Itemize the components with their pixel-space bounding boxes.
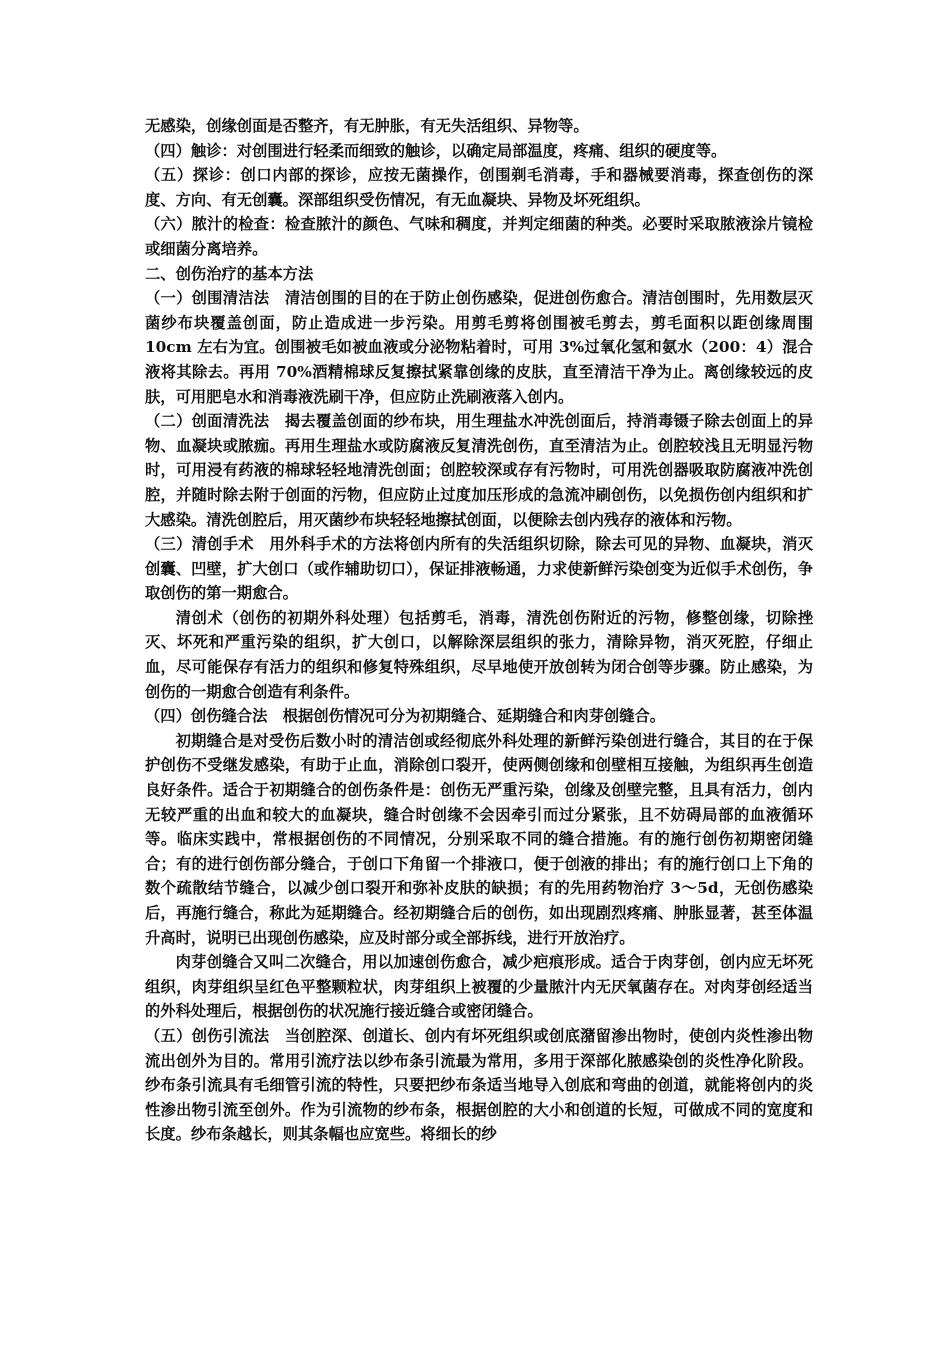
paragraph-debridement-detail: 清创术（创伤的初期外科处理）包括剪毛，消毒，清洗创伤附近的污物，修整创缘，切除挫灭、坏死和严重污染的组织，扩大创口，以解除深层组织的张力，清除异物，消灭死腔，仔细止血，尽可能保存有活力的组织和修复特殊组织，尽早地使开放创转为闭合创等步骤。防止感染，为创伤的一期愈合创造有利条件。 [145,608,813,701]
paragraph-granulation-suture: 肉芽创缝合又叫二次缝合，用以加速创伤愈合，减少疤痕形成。适合于肉芽创，创内应无坏死组织，肉芽组织呈红色平整颗粒状，肉芽组织上被覆的少量脓汁内无厌氧菌存在。对肉芽创经适当的外科处理后，根据创伤的状况施行接近缝合或密闭缝合。 [145,953,813,1021]
paragraph-wound-suture: （四）创伤缝合法 根据创伤情况可分为初期缝合、延期缝合和肉芽创缝合。 [145,707,666,726]
paragraph-wound-surface-washing: （二）创面清洗法 揭去覆盖创面的纱布块，用生理盐水冲洗创面后，持消毒镊子除去创面上的异物、血凝块或脓痂。再用生理盐水或防腐液反复清洗创伤，直至清洁为止。创腔较浅且无明显污物时，可用浸有药液的棉球轻轻地清洗创面；创腔较深或存有污物时，可用洗创器吸取防腐液冲洗创腔，并随时除去附于创面的污物，但应防止过度加压形成的急流冲刷创伤，以免损伤创内组织和扩大感染。清洗创腔后，用灭菌纱布块轻轻地擦拭创面，以便除去创内残存的液体和污物。 [145,412,813,529]
paragraph-probing: （五）探诊：创口内部的探诊，应按无菌操作，创围剃毛消毒，手和器械要消毒，探查创伤的深度、方向、有无创囊。深部组织受伤情况，有无血凝块、异物及坏死组织。 [145,166,813,209]
paragraph-palpation: （四）触诊：对创围进行轻柔而细致的触诊，以确定局部温度，疼痛、组织的硬度等。 [145,141,727,160]
section-heading: 二、创伤治疗的基本方法 [145,264,314,283]
paragraph-primary-suture: 初期缝合是对受伤后数小时的清洁创或经彻底外科处理的新鲜污染创进行缝合，其目的在于保护创伤不受继发感染，有助于止血，消除创口裂开，使两侧创缘和创壁相互接触，为组织再生创造良好条件。适合于初期缝合的创伤条件是：创伤无严重污染，创缘及创壁完整，且具有活力，创内无较严重的出血和较大的血凝块，缝合时创缘不会因牵引而过分紧张，且不妨碍局部的血液循环等。临床实践中，常根据创伤的不同情况，分别采取不同的缝合措施。有的施行创伤初期密闭缝合；有的进行创伤部分缝合，于创口下角留一个排液口，便于创液的排出；有的施行创口上下角的数个疏散结节缝合，以减少创口裂开和弥补皮肤的缺损；有的先用药物治疗 3～5d，无创伤感染后，再施行缝合，称此为延期缝合。经初期缝合后的创伤，如出现剧烈疼痛、肿胀显著，甚至体温升高时，说明已出现创伤感染，应及时部分或全部拆线，进行开放治疗。 [145,731,813,947]
paragraph-wound-surrounding-cleaning: （一）创围清洁法 清洁创围的目的在于防止创伤感染，促进创伤愈合。清洁创围时，先用数层灭菌纱布块覆盖创面，防止造成进一步污染。用剪毛剪将创围被毛剪去，剪毛面积以距创缘周围 10cm 左右为宜。创围被毛如被血液或分泌物粘着时，可用 3%过氧化氢和氨水（200：4）混合液将其除去。再用 70%酒精棉球反复擦拭紧靠创缘的皮肤，直至清洁干净为止。离创缘较远的皮肤，可用肥皂水和消毒液洗刷干净，但应防止洗刷液落入创内。 [145,289,813,406]
paragraph-infection-check: 无感染，创缘创面是否整齐，有无肿胀，有无失活组织、异物等。 [145,117,589,135]
paragraph-pus-exam: （六）脓汁的检查：检查脓汁的颜色、气味和稠度，并判定细菌的种类。必要时采取脓液涂片镜检或细菌分离培养。 [145,215,813,258]
document-page [145,114,813,1147]
paragraph-wound-drainage: （五）创伤引流法 当创腔深、创道长、创内有坏死组织或创底潴留渗出物时，使创内炎性渗出物流出创外为目的。常用引流疗法以纱布条引流最为常用，多用于深部化脓感染创的炎性净化阶段。纱布条引流具有毛细管引流的特性，只要把纱布条适当地导入创底和弯曲的创道，就能将创内的炎性渗出物引流至创外。作为引流物的纱布条，根据创腔的大小和创道的长短，可做成不同的宽度和长度。纱布条越长，则其条幅也应宽些。将细长的纱 [145,1026,813,1144]
paragraph-debridement: （三）清创手术 用外科手术的方法将创内所有的失活组织切除，除去可见的异物、血凝块，消灭创囊、凹壁，扩大创口（或作辅助切口），保证排液畅通，力求使新鲜污染创变为近似手术创伤，争取创伤的第一期愈合。 [145,535,813,603]
